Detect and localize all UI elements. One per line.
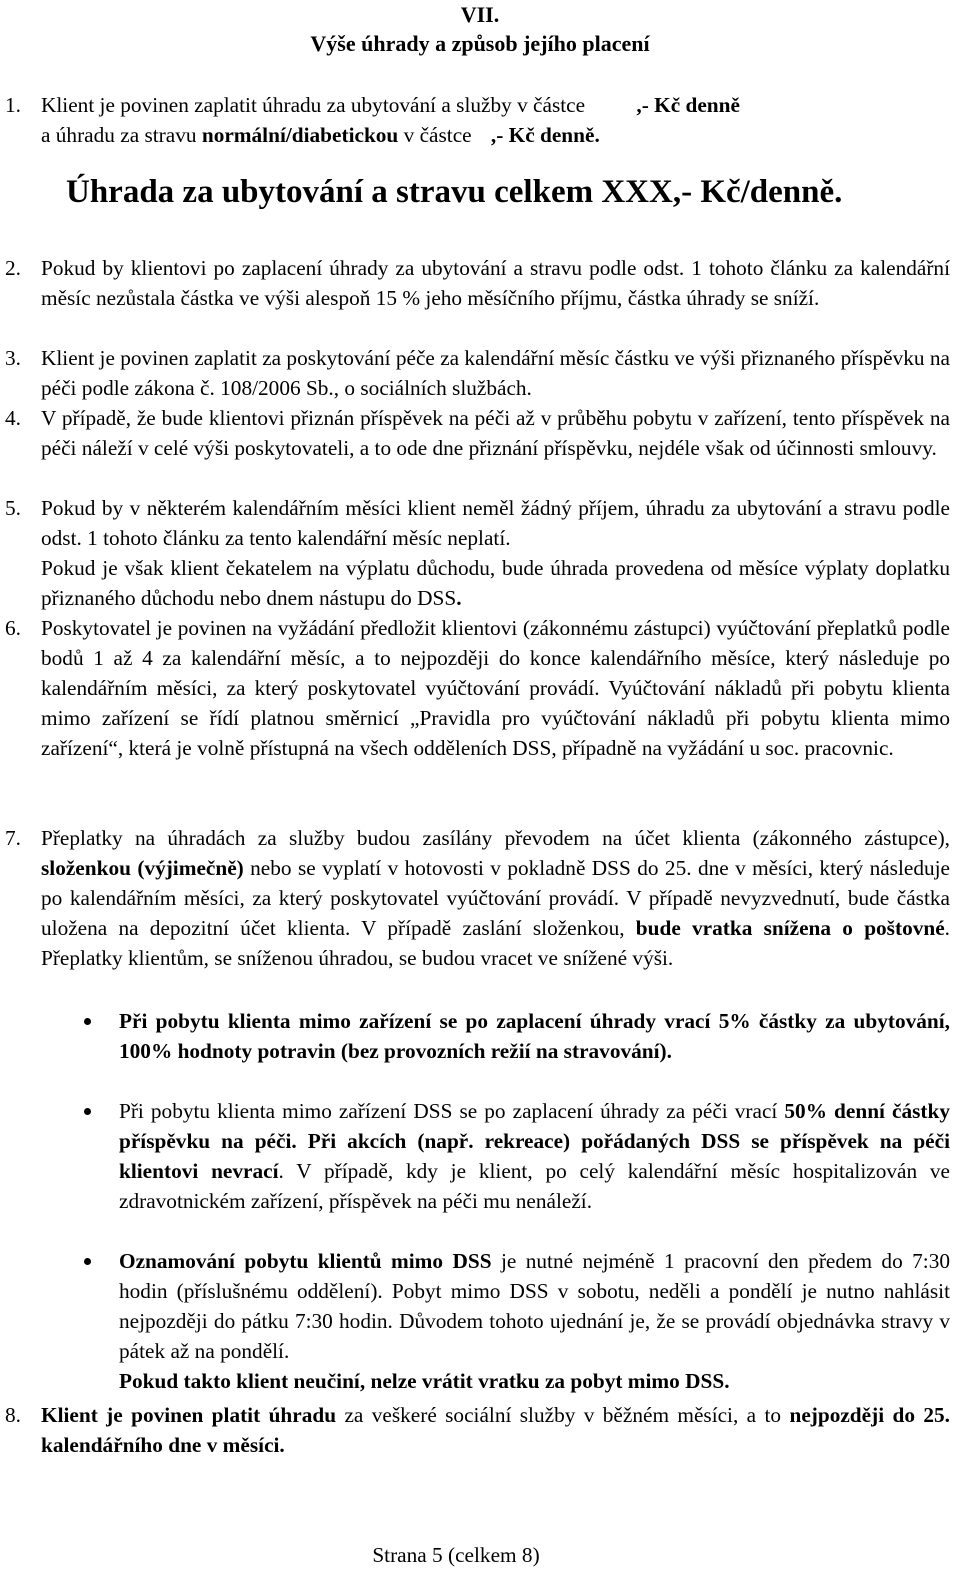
- paragraph-1-text-e: v částce: [398, 123, 477, 147]
- bullet-3-dot-icon: [84, 1258, 91, 1265]
- paragraph-7-text-c: nebo se vyplatí v hotovosti v pokladně DSS do 25. dne v měsíci, který následuje po kalendářním měsíci, za který poskytovatel vyúčtování provádí. V případě nevyzvednutí, bude částka uložena na depozitní účet klienta. V případě zaslání složenkou,: [41, 856, 950, 940]
- paragraph-1-text-b: ,- Kč denně: [636, 93, 740, 117]
- bullet-2-text-b: 50% denní částky příspěvku na péči. Při akcích (např. rekreace) pořádaných DSS se příspěvek na péči klientovi nevrací: [119, 1099, 950, 1183]
- bullet-2-dot-icon: [84, 1108, 91, 1115]
- bullet-3-text-c: Pokud takto klient neučiní, nelze vrátit vratku za pobyt mimo DSS.: [119, 1369, 730, 1393]
- page-footer: Strana 5 (celkem 8): [372, 1543, 540, 1567]
- paragraph-5-number: 5.: [5, 496, 21, 520]
- paragraph-1-text-a: Klient je povinen zaplatit úhradu za ubytování a služby v částce: [41, 93, 591, 117]
- bullet-3-text-a: Oznamování pobytu klientů mimo DSS: [119, 1249, 492, 1273]
- bullet-1-dot-icon: [84, 1018, 91, 1025]
- paragraph-3-number: 3.: [5, 346, 21, 370]
- paragraph-1-number: 1.: [5, 93, 21, 117]
- paragraph-2-number: 2.: [5, 256, 21, 280]
- paragraph-6-number: 6.: [5, 616, 21, 640]
- paragraph-7-text-a: Přeplatky na úhradách za služby budou zasílány převodem na účet klienta (zákonného zástupce),: [41, 826, 950, 850]
- paragraph-8-text-c: nejpozději do 25. kalendářního dne v měsíci.: [41, 1403, 950, 1457]
- paragraph-5-text-2-end: .: [456, 586, 462, 610]
- paragraph-7-text-e: . Přeplatky klientům, se sníženou úhradou, se budou vracet ve snížené výši.: [41, 916, 950, 970]
- paragraph-5-text-1: Pokud by v některém kalendářním měsíci klient neměl žádný příjem, úhradu za ubytování a stravu podle odst. 1 tohoto článku za tento kalendářní měsíc neplatí.: [41, 496, 950, 550]
- paragraph-8-number: 8.: [5, 1403, 21, 1427]
- paragraph-7-text-d: bude vratka snížena o poštovné: [635, 916, 945, 940]
- paragraph-2-text: Pokud by klientovi po zaplacení úhrady za ubytování a stravu podle odst. 1 tohoto článku za kalendářní měsíc nezůstala částka ve výši alespoň 15 % jeho měsíčního příjmu, částka úhrady se sníží.: [41, 256, 950, 310]
- paragraph-6-text: Poskytovatel je povinen na vyžádání předložit klientovi (zákonnému zástupci) vyúčtování přeplatků podle bodů 1 až 4 za kalendářní měsíc, a to nejpozději do konce kalendářního měsíce, který následuje po kalendářním měsíci, za který poskytovatel vyúčtování provádí. Vyúčtování nákladů při pobytu klienta mimo zařízení se řídí platnou směrnicí „Pravidla pro vyúčtování nákladů při pobytu klienta mimo zařízení“, která je volně přístupná na všech odděleních DSS, případně na vyžádání u soc. pracovnic.: [41, 616, 950, 760]
- paragraph-8-text-a: Klient je povinen platit úhradu: [41, 1403, 337, 1427]
- paragraph-1-text-c: a úhradu za stravu: [41, 123, 202, 147]
- section-title: Výše úhrady a způsob jejího placení: [310, 31, 650, 56]
- bullet-2-text-c: . V případě, kdy je klient, po celý kalendářní měsíc hospitalizován ve zdravotnickém zařízení, příspěvek na péči mu nenáleží.: [119, 1159, 950, 1213]
- bullet-3-text-b: je nutné nejméně 1 pracovní den předem do 7:30 hodin (příslušnému oddělení). Pobyt mimo DSS v sobotu, neděli a pondělí je nutno nahlásit nejpozději do pátku 7:30 hodin. Důvodem tohoto ujednání je, že se provádí objednávka stravy v pátek až na pondělí.: [119, 1249, 951, 1363]
- paragraph-4-text: V případě, že bude klientovi přiznán příspěvek na péči až v průběhu pobytu v zařízení, tento příspěvek na péči náleží v celé výši poskytovateli, a to ode dne přiznání příspěvku, nejdéle však od účinnosti smlouvy.: [41, 406, 950, 460]
- paragraph-8-text-b: za veškeré sociální služby v běžném měsíci, a to: [336, 1403, 790, 1427]
- bullet-2: [119, 1096, 950, 1216]
- paragraph-1-text-f: ,- Kč denně.: [490, 123, 600, 147]
- bullet-2-text-a: Při pobytu klienta mimo zařízení DSS se po zaplacení úhrady za péči vrací: [119, 1099, 785, 1123]
- paragraph-4-number: 4.: [5, 406, 21, 430]
- bullet-3: [119, 1246, 950, 1396]
- paragraph-5-text-2: Pokud je však klient čekatelem na výplatu důchodu, bude úhrada provedena od měsíce výplaty doplatku přiznaného důchodu nebo dnem nástupu do DSS: [41, 556, 950, 610]
- paragraph-7-text-b: složenkou (výjimečně): [41, 856, 244, 880]
- bullet-1-text: Při pobytu klienta mimo zařízení se po zaplacení úhrady vrací 5% částky za ubytování, 100% hodnoty potravin (bez provozních režií na stravování).: [119, 1009, 950, 1063]
- total-price-heading: Úhrada za ubytování a stravu celkem XXX,- Kč/denně.: [66, 174, 843, 210]
- section-number: VII.: [460, 2, 500, 27]
- paragraph-1-text-d: normální/diabetickou: [201, 123, 399, 147]
- paragraph-7-number: 7.: [5, 826, 21, 850]
- paragraph-3-text: Klient je povinen zaplatit za poskytování péče za kalendářní měsíc částku ve výši přiznaného příspěvku na péči podle zákona č. 108/2006 Sb., o sociálních službách.: [41, 346, 950, 400]
